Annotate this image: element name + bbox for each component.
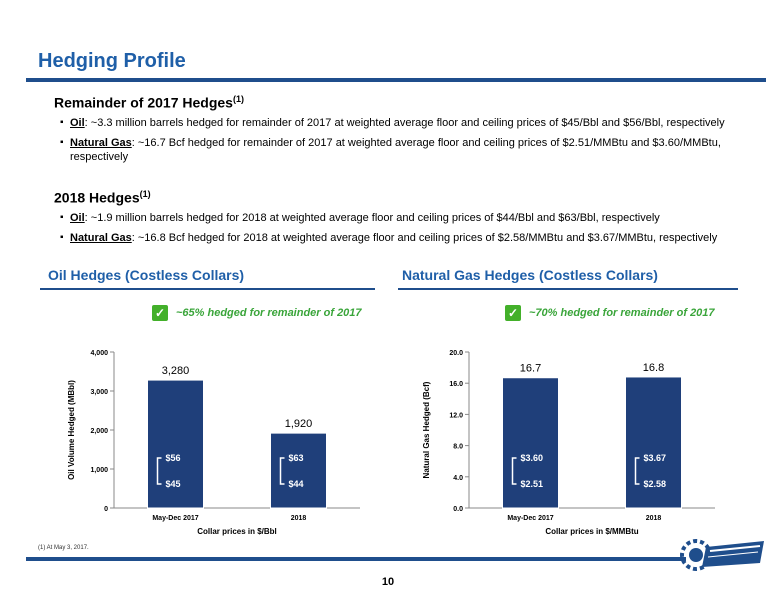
footnote-ref: (1) — [232, 94, 244, 104]
y-axis-label: Oil Volume Hedged (MBbl) — [67, 380, 76, 480]
oil-hedged-note-text: ~65% hedged for remainder of 2017 — [176, 307, 362, 319]
bullet-text: : ~16.7 Bcf hedged for remainder of 2017 at weighted average floor and ceiling prices of $2.51/MMBtu and $3.60/MMBtu, respectively — [70, 137, 721, 163]
y-tick-label: 2,000 — [90, 428, 108, 435]
x-tick-label: May-Dec 2017 — [507, 515, 554, 522]
y-tick-label: 1,000 — [90, 467, 108, 474]
y-tick-label: 3,000 — [90, 389, 108, 396]
collar-floor-label: $2.58 — [643, 479, 667, 489]
section-heading-2017-text: Remainder of 2017 Hedges — [54, 94, 233, 111]
bullet-2017-oil — [60, 116, 730, 130]
collar-ceiling-label: $63 — [288, 453, 304, 463]
page-number: 10 — [381, 576, 395, 588]
bullet-key: Oil — [70, 212, 85, 224]
bullet-text: : ~3.3 million barrels hedged for remainder of 2017 at weighted average floor and ceiling prices of $45/Bbl and $56/Bbl, respectively — [84, 117, 725, 129]
bullet-2017-gas — [60, 136, 730, 164]
y-tick-label: 16.0 — [449, 381, 463, 389]
bullets-2017 — [60, 116, 730, 170]
page-title: Hedging Profile — [38, 50, 186, 72]
bullet-key: Natural Gas — [70, 232, 132, 244]
oil-hedges-chart — [60, 340, 380, 545]
y-tick-label: 12.0 — [449, 412, 463, 420]
y-tick-label: 8.0 — [453, 443, 463, 451]
title-divider — [26, 78, 766, 82]
bullet-2018-oil — [60, 211, 730, 225]
bar-data-label: 1,920 — [284, 418, 313, 431]
bar — [271, 433, 327, 508]
y-tick-label: 0.0 — [453, 506, 463, 513]
collar-floor-label: $44 — [288, 479, 304, 489]
company-logo-icon — [680, 535, 768, 575]
gas-chart-divider — [398, 288, 738, 290]
collar-ceiling-label: $3.67 — [643, 453, 667, 463]
section-heading-2018-text: 2018 Hedges — [54, 189, 140, 206]
gas-hedged-note — [505, 305, 715, 321]
x-axis-label: Collar prices in $/MMBtu — [545, 527, 639, 536]
gas-hedged-note-text: ~70% hedged for remainder of 2017 — [529, 307, 715, 319]
y-axis-label: Natural Gas Hedged (Bcf) — [422, 381, 431, 479]
bar-data-label: 3,280 — [161, 365, 190, 378]
collar-floor-label: $2.51 — [520, 479, 544, 489]
x-tick-label: 2018 — [645, 515, 662, 522]
gas-hedges-chart — [415, 340, 735, 545]
x-tick-label: 2018 — [290, 515, 307, 522]
footer-divider — [26, 557, 686, 561]
x-axis-label: Collar prices in $/Bbl — [197, 527, 277, 536]
bullet-key: Natural Gas — [70, 137, 132, 149]
oil-hedged-note — [152, 305, 362, 321]
bullet-text: : ~1.9 million barrels hedged for 2018 at weighted average floor and ceiling prices of $44/Bbl and $63/Bbl, respectively — [84, 212, 660, 224]
footnote: (1) At May 3, 2017. — [38, 545, 89, 551]
collar-ceiling-label: $3.60 — [520, 453, 544, 463]
y-tick-label: 0 — [104, 506, 108, 513]
section-heading-2018 — [54, 189, 151, 206]
check-icon: ✓ — [152, 305, 168, 321]
bullet-text: : ~16.8 Bcf hedged for 2018 at weighted average floor and ceiling prices of $2.58/MMBtu and $3.67/MMBtu, respectively — [131, 232, 718, 244]
y-tick-label: 4,000 — [90, 350, 108, 357]
y-tick-label: 4.0 — [453, 474, 463, 482]
bullets-2018 — [60, 211, 730, 251]
bullet-key: Oil — [70, 117, 85, 129]
y-tick-label: 20.0 — [449, 350, 463, 357]
bullet-2018-gas — [60, 231, 730, 245]
oil-chart-divider — [40, 288, 375, 290]
check-icon: ✓ — [505, 305, 521, 321]
footnote-ref: (1) — [139, 189, 151, 199]
gas-chart-heading: Natural Gas Hedges (Costless Collars) — [402, 267, 658, 283]
oil-chart-heading: Oil Hedges (Costless Collars) — [48, 267, 245, 283]
collar-floor-label: $45 — [165, 479, 181, 489]
x-tick-label: May-Dec 2017 — [152, 515, 199, 522]
collar-ceiling-label: $56 — [165, 453, 181, 463]
section-heading-2017 — [54, 94, 244, 111]
bar-data-label: 16.7 — [519, 362, 542, 375]
bar-data-label: 16.8 — [642, 361, 665, 374]
